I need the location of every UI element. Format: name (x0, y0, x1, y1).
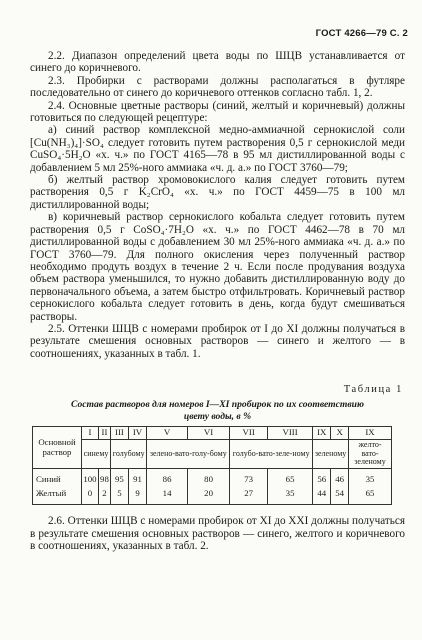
table-caption-line-2: цвету воды, в % (183, 410, 252, 422)
table-cell: 46 (331, 469, 349, 489)
shade-header: желто-вато-зеленому (349, 439, 392, 468)
tube-header: I (82, 427, 99, 440)
table-cell: 44 (313, 489, 331, 503)
shade-header: голубо-вато-зеле-ному (230, 439, 313, 468)
tube-header: VI (187, 427, 229, 440)
tube-header: II (98, 427, 110, 440)
table-cell: 56 (313, 469, 331, 489)
table-caption (30, 399, 405, 422)
shade-header: зеленому (313, 439, 349, 468)
paragraph-2-4-b: б) желтый раствор хромовокислого калия следует готовить путем растворения 0,5 г K₂CrO₄ «х. ч.» по ГОСТ 4459—75 в 100 мл дистиллированной воды; (30, 174, 405, 211)
table-cell: 35 (349, 469, 392, 489)
table-cell: 5 (111, 489, 129, 503)
shade-header: зелено-вато-голу-бому (147, 439, 230, 468)
table-cell: 98 (98, 469, 110, 489)
table-cell: 95 (111, 469, 129, 489)
tube-header: III (111, 427, 129, 440)
shade-header: голубому (111, 439, 147, 468)
tube-header: VII (230, 427, 268, 440)
tube-header: X (331, 427, 349, 440)
table-corner-header: Основной раствор (33, 427, 82, 469)
document-body (30, 50, 405, 553)
row-label: Желтый (33, 489, 82, 503)
table-cell: 91 (128, 469, 146, 489)
paragraph-2-4: 2.4. Основные цветные растворы (синий, желтый и коричневый) должны готовиться по следующей рецептуре: (30, 99, 405, 125)
shade-header: синему (82, 439, 111, 468)
table-cell: 86 (147, 469, 188, 489)
tube-header: IX (313, 427, 331, 440)
tube-header: VIII (268, 427, 313, 440)
table-row (33, 469, 392, 489)
table-cell: 100 (82, 469, 99, 489)
paragraph-2-2: 2.2. Диапазон определений цвета воды по ШЦВ устанавливается от синего до коричневого. (30, 50, 405, 75)
table-row (33, 489, 392, 503)
table-cell: 65 (349, 489, 392, 503)
tube-header: V (147, 427, 188, 440)
table-caption-line-1: Состав растворов для номеров I—XI пробирок по их соответствию (71, 399, 364, 411)
table-cell: 20 (187, 489, 229, 503)
tube-header: IV (128, 427, 146, 440)
table-cell: 35 (268, 489, 313, 503)
table-cell: 80 (187, 469, 229, 489)
table-cell: 54 (331, 489, 349, 503)
table-cell: 65 (268, 469, 313, 489)
table-cell: 0 (82, 489, 99, 503)
paragraph-2-4-c: в) коричневый раствор сернокислого кобальта следует готовить путем растворения 0,5 г CoSO₄·7H₂O «х. ч.» по ГОСТ 4462—78 в 70 мл дистиллированной воды с добавлением 30 мл 25%-ного аммиака «ч. д. а.» по ГОСТ 3760—79. Для полного окисления через полученный раствор необходимо продуть воздух в течение 2 ч. Если после продувания воздуха объем раствора уменьшился, то нужно добавить дистиллированную воду до первоначального объема, а затем быстро отфильтровать. Коричневый раствор сернокислого кобальта следует готовить в день, когда будут смешиваться растворы. (30, 211, 405, 323)
composition-table (32, 426, 392, 505)
paragraph-2-3: 2.3. Пробирки с растворами должны располагаться в футляре последовательно от синего до коричневого оттенков согласно табл. 1, 2. (30, 74, 405, 100)
table-label: Таблица 1 (343, 384, 403, 396)
table-cell: 27 (230, 489, 268, 503)
table-cell: 73 (230, 469, 268, 489)
paragraph-2-6: 2.6. Оттенки ШЦВ с номерами пробирок от XI до XXI должны получаться в результате смешения основных растворов — синего, желтого и коричневого в соотношениях, указанных в табл. 2. (30, 515, 405, 553)
table-cell: 2 (98, 489, 110, 503)
paragraph-2-5: 2.5. Оттенки ШЦВ с номерами пробирок от I до XI должны получаться в результате смешения основных растворов — синего и желтого — в соотношениях, указанных в табл. 1. (30, 322, 405, 360)
page-header: ГОСТ 4266—79 С. 2 (315, 28, 408, 39)
tube-header: IX (349, 427, 392, 440)
table-cell: 14 (147, 489, 188, 503)
table-cell: 9 (128, 489, 146, 503)
row-label: Синий (33, 469, 82, 489)
paragraph-2-4-a: а) синий раствор комплексной медно-аммиачной сернокислой соли [Cu(NH₃)₄]·SO₄ следует готовить путем растворения 0,5 г сернокислой меди CuSO₄·5H₂O «х. ч.» по ГОСТ 4165—78 в 95 мл дистиллированной воды с добавлением 5 мл 25%-ного аммиака «ч. д. а.» по ГОСТ 3760—79; (30, 124, 405, 174)
